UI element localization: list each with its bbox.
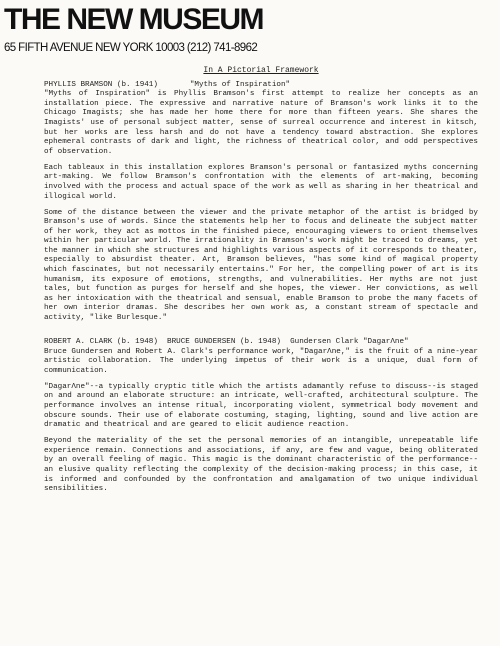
paragraph: Each tableaux in this installation explores Bramson's personal or fantasized myths concerning art-making. We follow Bramson's confrontation with the elements of art-making, becoming involved with the process and actual space of the work as well as sharing in her theatrical and illogical world.	[44, 163, 478, 201]
letterhead	[4, 4, 304, 54]
paragraph: "DagarΛne"--a typically cryptic title which the artists adamantly refuse to discuss--is staged on and around an elaborate structure: an intricate, well-crafted, architectural sculpture. The performance involves an intense ritual, incorporating violent, symmetrical body movement and obscure sounds. Their use of elaborate costuming, staging, lighting, sound and live action are dramatic and theatrical and are geared to elicit audience reaction.	[44, 382, 478, 430]
entry-header-bramson: PHYLLIS BRAMSON (b. 1941) "Myths of Inspiration"	[44, 80, 291, 89]
museum-address: 65 FIFTH AVENUE NEW YORK 10003 (212) 741-8962	[4, 42, 258, 54]
document-title: In A Pictorial Framework	[203, 66, 319, 75]
museum-name: THE NEW MUSEUM	[4, 3, 263, 36]
document-body	[44, 66, 478, 501]
paragraph: Bruce Gundersen and Robert A. Clark's performance work, "DagarΛne," is the fruit of a nine-year artistic collaboration. The underlying impetus of their work is a unique, dual form of communication.	[44, 347, 478, 375]
paragraph: Beyond the materiality of the set the personal memories of an intangible, unrepeatable life experience remain. Connections and associations, if any, are few and vague, being obliterated by an overall feeling of magic. This magic is the dominant characteristic of the performance--an elusive quality reflecting the complexity of the decision-making process; in this case, it is informed and confounded by the confrontation and amalgamation of two unique individual sensibilities.	[44, 437, 478, 494]
paragraph: "Myths of Inspiration" is Phyllis Bramson's first attempt to realize her concepts as an installation piece. The expressive and narrative nature of Bramson's work links it to the Chicago Imagists; she has made her home there for more than fifteen years. She shares the Imagists' use of personal subject matter, sense of surreal occurrence and interest in kitsch, but her works are less harsh and do not have a tendency toward abstraction. She explores ephemeral contrasts of dark and light, the richness of theatrical color, and odd perspectives of observation.	[44, 90, 478, 156]
paragraph: Some of the distance between the viewer and the private metaphor of the artist is bridged by Bramson's use of words. Since the statements help her to focus and delineate the subject matter of her work, they act as mottos in the finished piece, encouraging viewers to orient themselves within her particular world. The irrationality in Bramson's work might be traced to dreams, yet the manner in which she structures and highlights various aspects of it corresponds to theater, especially to absurdist theater. Art, Bramson believes, "has some kind of magical property which fascinates, but not necessarily entertains." For her, the compelling power of art is its humanism, its exposure of emotions, strengths, and vulnerabilities. Her myths are not just tales, but function as purges for herself and she hopes, the viewer. Her convictions, as well as her intoxication with the theatrical and sensual, enable Bramson to probe the many facets of her own interior dramas. She describes her own work as, a constant stream of spectacle and activity, "like Burlesque."	[44, 208, 478, 323]
entry-header-gundersen-clark: ROBERT A. CLARK (b. 1948) BRUCE GUNDERSEN (b. 1948) Gundersen Clark "DagarΛne"	[44, 338, 409, 347]
